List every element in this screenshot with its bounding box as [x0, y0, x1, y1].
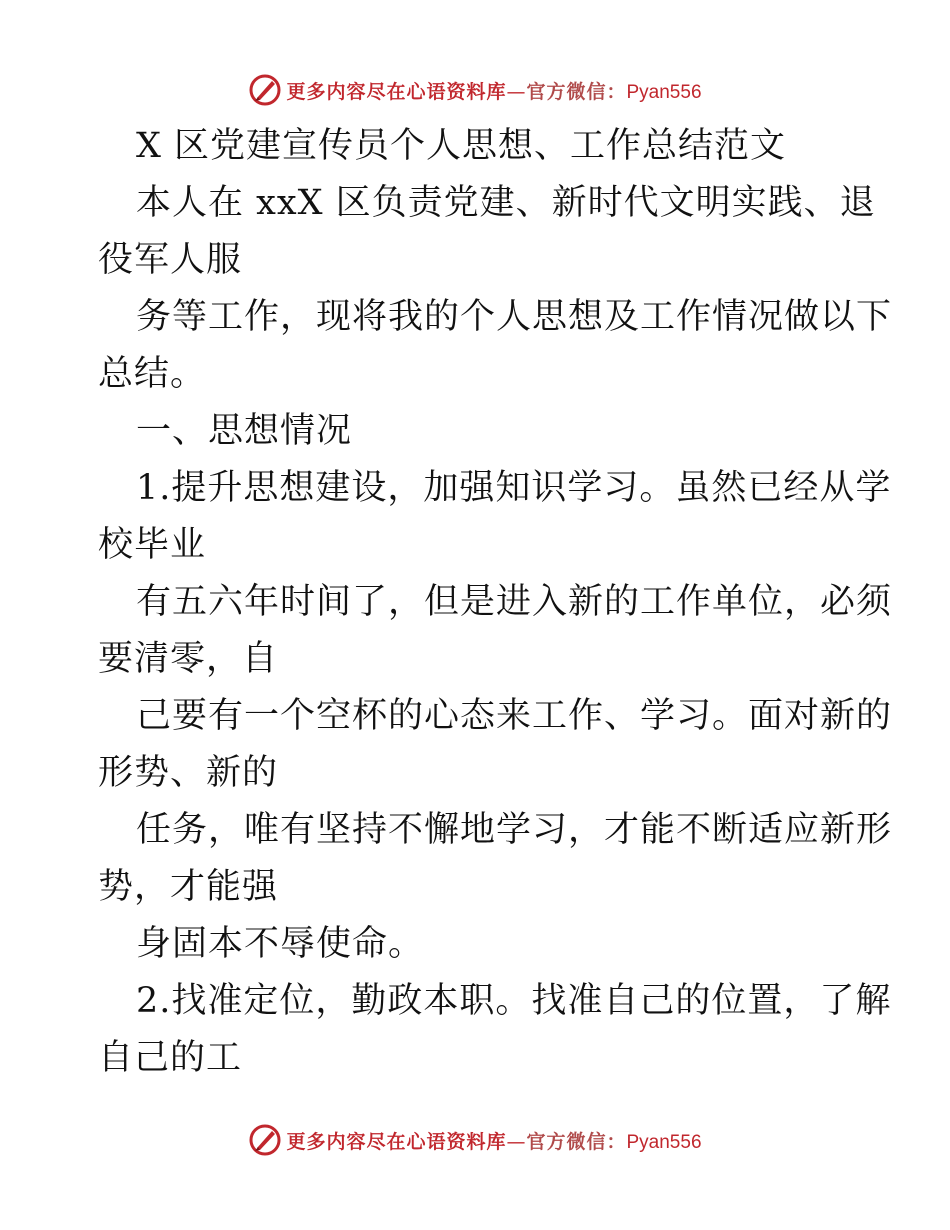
text-line: 任务，唯有坚持不懈地学习，才能不断适应新形: [136, 810, 893, 850]
text-line: 有五六年时间了，但是进入新的工作单位，必须: [136, 582, 893, 622]
text-line: 形势、新的: [98, 753, 279, 793]
text-line: 务等工作，现将我的个人思想及工作情况做以下: [136, 297, 893, 337]
quill-pen-seal-icon: [248, 73, 282, 107]
text-line: 身固本不辱使命。: [136, 924, 425, 964]
text-line: 总结。: [98, 354, 207, 394]
watermark-text: 更多内容尽在心语资料库—官方微信：Pyan556: [286, 80, 702, 103]
quill-pen-seal-icon: [248, 1123, 282, 1157]
text-line: 本人在 xxX 区负责党建、新时代文明实践、退: [136, 183, 876, 223]
text-line: 一、思想情况: [136, 411, 353, 451]
text-line: 1.提升思想建设，加强知识学习。虽然已经从学: [136, 468, 892, 508]
text-line: 校毕业: [98, 525, 207, 565]
text-line: 己要有一个空杯的心态来工作、学习。面对新的: [136, 696, 893, 736]
watermark-text: 更多内容尽在心语资料库—官方微信：Pyan556: [286, 1130, 702, 1153]
document-body: [98, 118, 893, 1087]
footer-watermark-banner: [0, 1120, 950, 1160]
text-line: X 区党建宣传员个人思想、工作总结范文: [136, 126, 787, 166]
text-line: 要清零，自: [98, 639, 279, 679]
text-line: 役军人服: [98, 240, 243, 280]
text-line: 势，才能强: [98, 867, 279, 907]
text-line: 自己的工: [98, 1038, 243, 1078]
header-watermark-banner: [0, 70, 950, 110]
text-line: 2.找准定位，勤政本职。找准自己的位置，了解: [136, 981, 892, 1021]
